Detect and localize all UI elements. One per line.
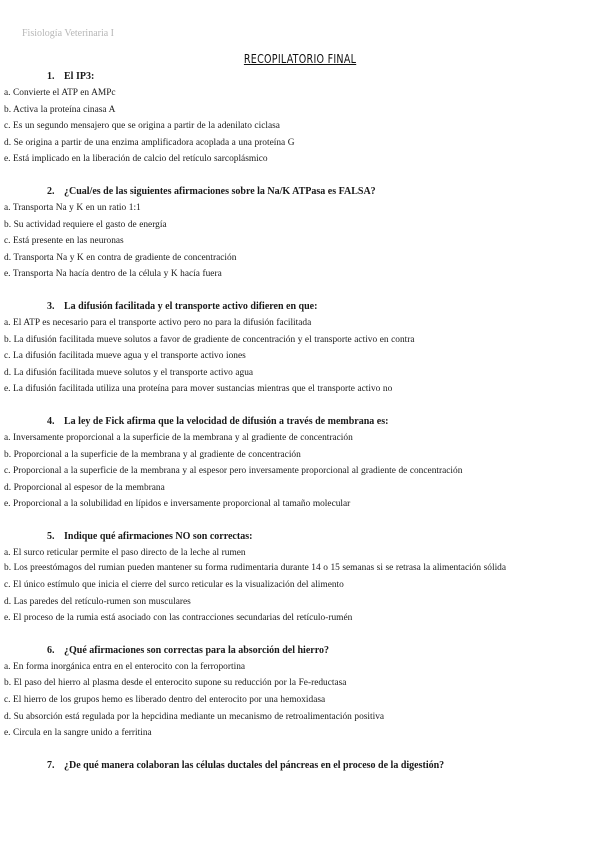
question-block [0, 528, 600, 627]
question-number: 5. [47, 530, 55, 542]
answer-option: e. La difusión facilitada utiliza una proteína para mover sustancias mientras que el transporte activo no [4, 384, 393, 395]
question-title [0, 183, 600, 200]
question-title [0, 528, 600, 545]
question-title [0, 298, 600, 315]
question-number: 7. [47, 759, 55, 771]
answer-option: e. Circula en la sangre unido a ferritina [4, 728, 152, 739]
answer-option: b. La difusión facilitada mueve solutos a favor de gradiente de concentración y el transporte activo en contra [4, 334, 415, 345]
question-block [0, 183, 600, 283]
answer-option: c. El hierro de los grupos hemo es liberado dentro del enterocito por una hemoxidasa [4, 694, 326, 705]
answer-option: d. La difusión facilitada mueve solutos y el transporte activo agua [4, 367, 254, 378]
question-block [0, 642, 600, 742]
answer-option: b. Proporcional a la superficie de la membrana y al gradiente de concentración [4, 449, 301, 460]
question-title [0, 642, 600, 659]
answer-option: d. Su absorción está regulada por la hepcidina mediante un mecanismo de retroalimentación positiva [4, 711, 385, 722]
answer-option: a. Inversamente proporcional a la superficie de la membrana y al gradiente de concentración [4, 432, 353, 443]
answer-option: b. El paso del hierro al plasma desde el enterocito supone su reducción por la Fe-reductasa [4, 678, 347, 689]
question-text: ¿De qué manera colaboran las células ductales del páncreas en el proceso de la digestión? [64, 759, 445, 771]
answer-option: d. Proporcional al espesor de la membrana [4, 482, 165, 493]
question-text: La difusión facilitada y el transporte activo difieren en que: [64, 300, 318, 312]
question-spacer [0, 168, 600, 183]
answer-option: a. En forma inorgánica entra en el enterocito con la ferroportina [4, 661, 246, 672]
answer-option: a. El surco reticular permite el paso directo de la leche al rumen [4, 547, 246, 558]
answer-option: a. Transporta Na y K en un ratio 1:1 [4, 202, 141, 213]
answer-option: c. Es un segundo mensajero que se origina a partir de la adenilato ciclasa [4, 121, 280, 132]
question-number: 6. [47, 644, 55, 656]
question-number: 3. [47, 300, 55, 312]
answer-option: b. Su actividad requiere el gasto de energía [4, 219, 167, 230]
question-text: El IP3: [64, 71, 95, 82]
answer-option: c. Proporcional a la superficie de la membrana y al espesor pero inversamente proporcional al gradiente de concentración [4, 466, 463, 477]
answer-option: e. Está implicado en la liberación de calcio del retículo sarcoplásmico [4, 154, 268, 165]
question-spacer [0, 742, 600, 757]
question-title [0, 757, 600, 774]
question-spacer [0, 513, 600, 528]
question-text: La ley de Fick afirma que la velocidad de difusión a través de membrana es: [64, 415, 389, 427]
answer-option: e. Proporcional a la solubilidad en lípidos e inversamente proporcional al tamaño molecular [4, 499, 351, 510]
answer-option: e. Transporta Na hacía dentro de la célula y K hacía fuera [4, 269, 222, 280]
question-number: 1. [47, 71, 55, 82]
page-title: RECOPILATORIO FINAL [243, 51, 357, 66]
answer-option: c. El único estímulo que inicia el cierre del surco reticular es la visualización del alimento [4, 579, 344, 590]
question-text: ¿Qué afirmaciones son correctas para la absorción del hierro? [64, 644, 329, 656]
question-title [0, 413, 600, 430]
question-block [0, 68, 600, 168]
answer-option: d. Transporta Na y K en contra de gradiente de concentración [4, 252, 237, 263]
question-block [0, 413, 600, 513]
question-number: 4. [47, 415, 55, 427]
question-spacer [0, 627, 600, 642]
document-header: Fisiología Veterinaria I [22, 28, 115, 39]
answer-option: a. El ATP es necesario para el transporte activo pero no para la difusión facilitada [4, 317, 312, 328]
answer-option: c. La difusión facilitada mueve agua y el transporte activo iones [4, 351, 246, 362]
question-block [0, 298, 600, 398]
question-text: Indique qué afirmaciones NO son correctas: [64, 530, 253, 542]
question-number: 2. [47, 185, 55, 197]
answer-option: d. Se origina a partir de una enzima amplificadora acoplada a una proteína G [4, 137, 295, 148]
question-text: ¿Cual/es de las siguientes afirmaciones sobre la Na/K ATPasa es FALSA? [64, 185, 376, 197]
page-title-wrap [0, 50, 600, 68]
question-title [0, 68, 600, 85]
question-spacer [0, 283, 600, 298]
answer-option: b. Activa la proteína cinasa A [4, 104, 116, 115]
answer-option: b. Los preestómagos del rumian pueden mantener su forma rudimentaria durante 14 o 15 semanas si se retrasa la alimentación sólida [4, 563, 507, 574]
answer-option: e. El proceso de la rumia está asociado con las contracciones secundarias del retículo-rumén [4, 613, 353, 624]
question-list [0, 68, 600, 774]
question-block [0, 757, 600, 774]
question-spacer [0, 398, 600, 413]
answer-option: c. Está presente en las neuronas [4, 236, 124, 247]
answer-option: d. Las paredes del retículo-rumen son musculares [4, 596, 191, 607]
answer-option: a. Convierte el ATP en AMPc [4, 88, 116, 98]
